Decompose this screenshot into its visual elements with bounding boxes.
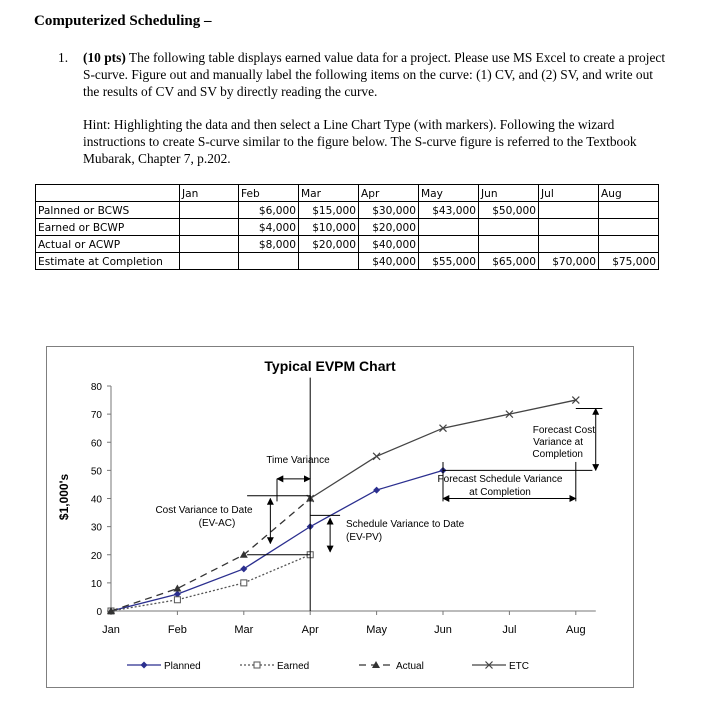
- evpm-chart-frame: [46, 346, 634, 688]
- row-label: Earned or BCWP: [36, 219, 180, 236]
- table-cell: $20,000: [299, 236, 359, 253]
- table-cell: $4,000: [239, 219, 299, 236]
- y-tick-label: 0: [96, 607, 102, 618]
- cost-variance-formula: (EV-AC): [198, 518, 236, 529]
- table-header-cell: Aug: [599, 185, 659, 202]
- table-header-cell: Apr: [359, 185, 419, 202]
- table-cell: $65,000: [479, 253, 539, 270]
- table-row: [36, 253, 659, 270]
- y-tick-label: 20: [90, 550, 102, 562]
- table-cell: [239, 253, 299, 270]
- table-cell: [539, 219, 599, 236]
- time-variance-label: Time Variance: [266, 455, 330, 466]
- table-cell: [599, 219, 659, 236]
- x-tick-label: Feb: [167, 624, 187, 636]
- y-tick-label: 10: [90, 578, 102, 590]
- x-tick-label: Apr: [301, 624, 319, 636]
- table-cell: [180, 202, 239, 219]
- table-cell: $20,000: [359, 219, 419, 236]
- table-row: [36, 236, 659, 253]
- table-header-cell: Jan: [180, 185, 239, 202]
- table-cell: $40,000: [359, 253, 419, 270]
- question-1: [58, 49, 668, 100]
- data-point-earned: [241, 580, 247, 586]
- schedule-variance-formula: (EV-PV): [346, 532, 383, 543]
- table-cell: $30,000: [359, 202, 419, 219]
- table-cell: [180, 253, 239, 270]
- table-row: [36, 219, 659, 236]
- table-cell: $75,000: [599, 253, 659, 270]
- chart-title: Typical EVPM Chart: [264, 358, 396, 374]
- y-tick-label: 60: [90, 438, 102, 450]
- page-title: Computerized Scheduling –: [34, 13, 212, 29]
- hint-text: Hint: Highlighting the data and then select a Line Chart Type (with markers). Following the wizard instructions to create S-curve similar to the figure below. The S-curve figure is referred to the Textbook Mubarak, Chapter 7, p.202.: [83, 117, 637, 166]
- earned-value-table: [35, 184, 659, 270]
- table-header-cell: [36, 185, 180, 202]
- question-number: 1.: [58, 50, 69, 65]
- table-cell: [299, 253, 359, 270]
- table-cell: [419, 236, 479, 253]
- data-point-actual: [173, 585, 181, 592]
- table-cell: $43,000: [419, 202, 479, 219]
- data-point-planned: [240, 565, 247, 572]
- table-cell: [599, 202, 659, 219]
- table-cell: [599, 236, 659, 253]
- row-label: Actual or ACWP: [36, 236, 180, 253]
- x-tick-label: Jul: [502, 624, 517, 636]
- data-point-earned: [174, 597, 180, 603]
- y-tick-label: 80: [90, 382, 102, 393]
- table-row: [36, 202, 659, 219]
- table-cell: [479, 219, 539, 236]
- schedule-variance-label: Schedule Variance to Date: [346, 519, 465, 530]
- x-tick-label: Mar: [234, 624, 254, 636]
- chart-annotations: [155, 378, 602, 611]
- question-body: [83, 49, 668, 100]
- table-cell: $70,000: [539, 253, 599, 270]
- table-cell: [539, 236, 599, 253]
- table-cell: $8,000: [239, 236, 299, 253]
- table-header-cell: Jul: [539, 185, 599, 202]
- data-point-etc: [373, 453, 380, 460]
- y-tick-label: 40: [90, 494, 102, 506]
- x-tick-label: May: [366, 624, 387, 636]
- chart-legend: [127, 661, 529, 672]
- x-tick-label: Jun: [434, 624, 452, 636]
- y-axis-label: $1,000's: [57, 473, 71, 521]
- table-cell: [539, 202, 599, 219]
- table-cell: $55,000: [419, 253, 479, 270]
- y-tick-label: 70: [90, 410, 102, 422]
- table-cell: [419, 219, 479, 236]
- evpm-chart: [47, 347, 633, 687]
- forecast-cost-label-2: Variance at: [533, 437, 583, 448]
- question-text: The following table displays earned value data for a project. Please use MS Excel to create a project S-curve. Figure out and manually label the following items on the curve: (1) CV, and (2) SV, and write out the results of CV and SV by directly reading the curve.: [83, 50, 666, 99]
- row-label: Palnned or BCWS: [36, 202, 180, 219]
- y-tick-label: 50: [90, 466, 102, 478]
- forecast-schedule-label: Forecast Schedule Variance: [437, 474, 563, 485]
- table-cell: [180, 219, 239, 236]
- table-cell: $50,000: [479, 202, 539, 219]
- legend-label-earned: Earned: [277, 661, 310, 672]
- y-tick-label: 30: [90, 522, 102, 534]
- series-line-earned: [111, 555, 310, 611]
- cost-variance-label: Cost Variance to Date: [155, 505, 253, 516]
- data-point-planned: [373, 487, 380, 494]
- table-cell: [180, 236, 239, 253]
- forecast-cost-label: Forecast Cost: [532, 425, 595, 436]
- question-points: (10 pts): [83, 50, 126, 65]
- legend-label-planned: Planned: [164, 661, 201, 672]
- table-cell: $10,000: [299, 219, 359, 236]
- legend-label-etc: ETC: [509, 661, 529, 672]
- legend-label-actual: Actual: [396, 661, 424, 672]
- table-cell: [479, 236, 539, 253]
- table-cell: $6,000: [239, 202, 299, 219]
- row-label: Estimate at Completion: [36, 253, 180, 270]
- forecast-schedule-label-2: at Completion: [469, 487, 531, 498]
- x-tick-label: Jan: [102, 624, 120, 636]
- legend-marker-earned: [254, 662, 260, 668]
- legend-marker-planned: [141, 662, 148, 669]
- table-header-row: [36, 185, 659, 202]
- x-tick-label: Aug: [566, 624, 586, 636]
- table-header-cell: Feb: [239, 185, 299, 202]
- table-cell: $15,000: [299, 202, 359, 219]
- table-cell: $40,000: [359, 236, 419, 253]
- forecast-cost-label-3: Completion: [532, 449, 583, 460]
- table-header-cell: May: [419, 185, 479, 202]
- table-header-cell: Jun: [479, 185, 539, 202]
- table-header-cell: Mar: [299, 185, 359, 202]
